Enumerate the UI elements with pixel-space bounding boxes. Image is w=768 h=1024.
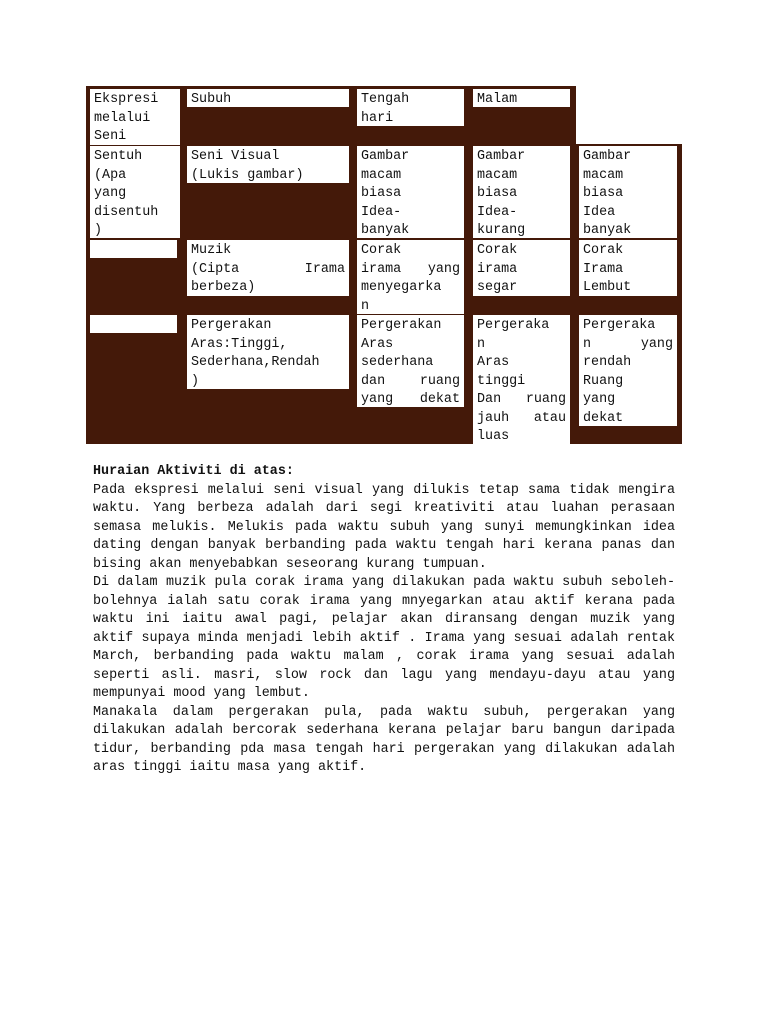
header-tengah-hari-cell: Tengah hari (357, 89, 464, 126)
header-label-cell: Ekspresi melalui Seni (90, 89, 180, 145)
header-malam-cell: Malam (473, 89, 570, 107)
activity-table (0, 0, 768, 460)
row2-tengah-hari-cell: Corak irama yang menyegarka n (357, 240, 464, 314)
description-paragraph-2: Di dalam muzik pula corak irama yang dilakukan pada waktu subuh seboleh-bolehnya ialah satu corak irama yang mnyegarkan atau aktif kerana pada waktu ini iaitu awal pagi, pelajar akan diransang dengan muzik yang aktif supaya minda menjadi lebih aktif . Irama yang sesuai adalah rentak March, berbanding pada waktu malam , corak irama yang sesuai adalah seperti asli. masri, slow rock dan lagu yang mendayu-dayu atau yang mempunyai mood yang lembut. (93, 575, 675, 701)
row3-malam-cell: Pergeraka n Aras tinggi Dan ruang jauh atau luas (473, 315, 570, 444)
description-heading: Huraian Aktiviti di atas: (93, 464, 294, 479)
row1-malam-cell: Gambar macam biasa Idea- kurang (473, 146, 570, 238)
row1-tengah-hari-cell: Gambar macam biasa Idea- banyak (357, 146, 464, 238)
row2-subuh-cell: Muzik (Cipta Irama berbeza) (187, 240, 349, 296)
row3-subuh-cell: Pergerakan Aras:Tinggi, Sederhana,Rendah ) (187, 315, 349, 389)
row3-label-cell (90, 315, 177, 333)
row2-label-cell (90, 240, 177, 258)
row1-label-cell: Sentuh (Apa yang disentuh ) (90, 146, 180, 238)
row2-malam-cell: Corak irama segar (473, 240, 570, 296)
description-paragraph-1: Pada ekspresi melalui seni visual yang dilukis tetap sama tidak mengira waktu. Yang berbeza adalah dari segi kreativiti atau luahan perasaan semasa melukis. Melukis pada waktu subuh yang sunyi memungkinkan idea dating dengan banyak berbanding pada waktu tengah hari kerana panas dan bising akan menyebabkan seseorang kurang tumpuan. (93, 482, 675, 572)
row3-extra-cell: Pergeraka n yang rendah Ruang yang dekat (579, 315, 677, 426)
row3-tengah-hari-cell: Pergerakan Aras sederhana dan ruang yang dekat (357, 315, 464, 407)
description-paragraph-3: Manakala dalam pergerakan pula, pada waktu subuh, pergerakan yang dilakukan adalah bercorak sederhana kerana pelajar baru bangun daripada tidur, berbanding pda masa tengah hari pergerakan yang dilakukan adalah aras tinggi iaitu masa yang aktif. (93, 704, 675, 775)
header-subuh-cell: Subuh (187, 89, 349, 107)
row1-extra-cell: Gambar macam biasa Idea banyak (579, 146, 677, 238)
row2-extra-cell: Corak Irama Lembut (579, 240, 677, 296)
row1-subuh-cell: Seni Visual (Lukis gambar) (187, 146, 349, 183)
activity-description (93, 463, 675, 778)
